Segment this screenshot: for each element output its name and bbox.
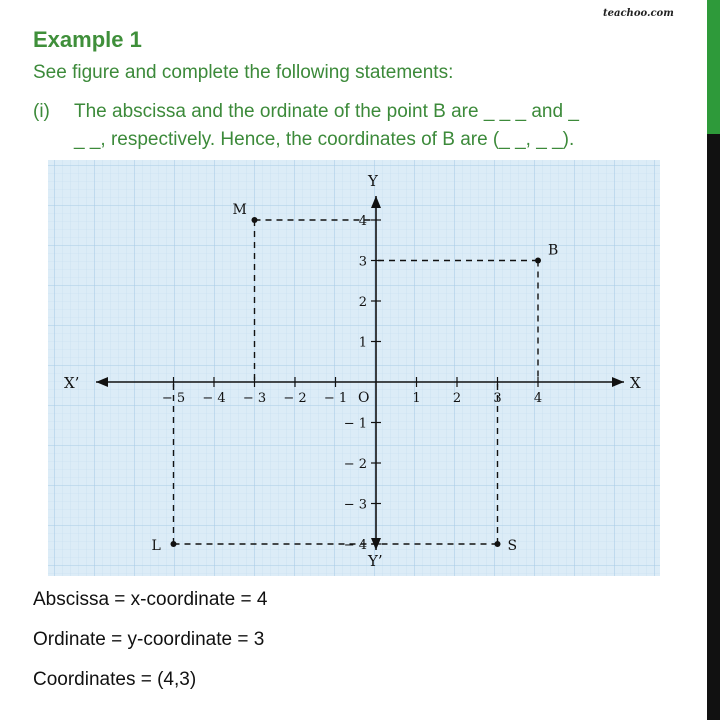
y-tick-label: − 2 [343,457,367,472]
point-l [171,541,177,547]
grid-lines [48,160,660,576]
point-b [535,258,541,264]
y-tick-label: − 1 [343,416,367,432]
answer-coordinates: Coordinates = (4,3) [33,669,197,690]
x-tick-label: − 5 [161,391,186,406]
answer-abscissa: Abscissa = x-coordinate = 4 [33,589,268,610]
x-tick-label: 4 [533,391,543,406]
brand-logo: teachoo.com [603,8,674,19]
instruction-text: See figure and complete the following statements: [33,62,454,83]
point-s [495,541,501,547]
x-tick-label: − 4 [202,391,226,406]
y-tick-label: − 4 [343,538,367,553]
example-heading: Example 1 [33,27,142,52]
side-bar-black [707,134,720,720]
x-axis-label: X [630,374,641,392]
side-bar-green [707,0,720,134]
x-axis-neg-label: X’ [64,374,80,392]
point-label-m: M [232,202,247,218]
question-number: (i) [33,101,50,122]
x-tick-label: 3 [493,391,502,406]
y-tick-label: − 3 [343,497,367,513]
answer-ordinate: Ordinate = y-coordinate = 3 [33,629,265,650]
x-tick-label: − 1 [323,391,348,406]
question-line-2: _ _, respectively. Hence, the coordinates of B are (_ _, _ _). [74,129,575,150]
point-label-s: S [507,538,518,554]
y-tick-label: 3 [358,254,367,270]
y-tick-label: 2 [358,295,367,310]
x-tick-label: 1 [412,391,421,406]
question-line-1: The abscissa and the ordinate of the point B are _ _ _ and _ [74,101,579,122]
y-tick-label: 1 [358,335,367,351]
point-m [252,217,258,223]
origin-label: O [358,390,370,406]
x-tick-label: − 2 [283,391,307,406]
point-label-l: L [151,538,161,554]
x-tick-label: 2 [452,391,462,406]
y-axis-neg-label: Y’ [368,552,383,570]
y-axis-label: Y [368,172,378,190]
coordinate-figure [48,160,660,576]
point-label-b: B [548,242,559,259]
y-tick-label: 4 [358,214,367,229]
x-tick-label: − 3 [242,391,267,406]
